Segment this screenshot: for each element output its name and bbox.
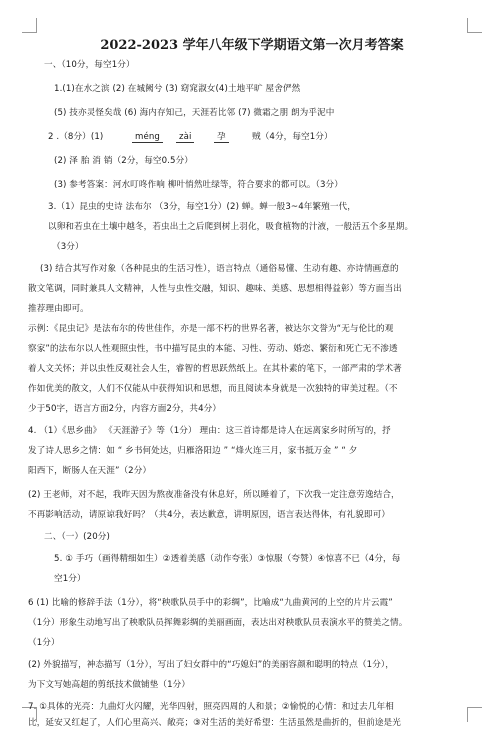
pinyin-answer-2 bbox=[176, 132, 194, 143]
pinyin-zai: zài bbox=[176, 132, 194, 143]
char-answer-3 bbox=[214, 132, 229, 143]
answer-3-3-line-1: (3) 结合其写作对象（各种昆虫的生活习性），语言特点（通俗易懂、生动有趣、亦诗情画意的 bbox=[40, 264, 399, 274]
answer-3-line-1: 3.（1）昆虫的史诗 法布尔 （3分，每空1分）(2) 蝉。蝉一般3~4年繁殖一代， bbox=[48, 202, 356, 212]
answer-3-line-2: 以卵和若虫在土壤中越冬，若虫出土之后爬到树上羽化，吸食植物的汁液，一般活五个多星期。 bbox=[48, 222, 414, 232]
crop-mark-bottom-right bbox=[467, 707, 482, 722]
answer-6-line-1: 6 (1) 比喻的修辞手法（1分），将“秧歌队员手中的彩绸”，比喻成“九曲黄河的上空的片片云霞” bbox=[28, 598, 393, 608]
crop-mark-top-right bbox=[467, 18, 482, 33]
answer-6-line-2: （1分）形象生动地写出了秧歌队员挥舞彩绸的美丽画面，表达出对秧歌队员表演水平的赞美之情。 bbox=[28, 618, 408, 628]
answer-4-line-1: 4. （1）《思乡曲》 《天涯游子》等（1分） 理由：这三首诗都是诗人在远离家乡时所写的，抒 bbox=[28, 426, 391, 436]
answer-4-2-line-1: (2) 王老师，对不起，我昨天因为熬夜准备没有休息好，所以睡着了，下次我一定注意劳逸结合， bbox=[28, 490, 400, 500]
answer-7-line-2: 比，延安又红起了，人们心里高兴、敞亮；③对生活的美好希望：生活虽然是曲折的，但前途是光 bbox=[28, 718, 401, 728]
answer-3-score: （3分） bbox=[52, 242, 84, 252]
example-line-2: 察家”的法布尔以人性观照虫性，书中描写昆虫的本能、习性、劳动、婚恋、繁衍和死亡无不渗透 bbox=[28, 344, 398, 354]
answer-4-line-2: 发了诗人思乡之情：如 “ 乡书何处达，归雁洛阳边 ” “烽火连三月，家书抵万金 ” “ 夕 bbox=[28, 446, 358, 456]
answer-1-line-2: (5) 技亦灵怪矣哉 (6) 海内存知己，天涯若比邻 (7) 微霜之朋 朗为乎泥中 bbox=[54, 108, 335, 118]
pinyin-answer-1 bbox=[132, 132, 163, 143]
answer-5-line-2: 空1分） bbox=[54, 574, 86, 584]
crop-mark-top-left bbox=[22, 18, 37, 33]
example-line-4: 作如优美的散文，人们不仅能从中获得知识和思想，而且阅读本身就是一次独特的审美过程。（不 bbox=[28, 384, 398, 394]
char-answer-4: 贼（4分，每空1分） bbox=[252, 132, 333, 142]
answer-2-line-2: (2) 泽 胎 消 销（2分，每空0.5分） bbox=[54, 156, 193, 166]
section-2-heading: 二、（一）(20分) bbox=[44, 532, 110, 542]
example-line-1: 示例：《昆虫记》是法布尔的传世佳作，亦是一部不朽的世界名著，被达尔文誉为“无与伦比的观 bbox=[28, 324, 394, 334]
answer-7-line-1: 7. ①具体的光亮：九曲灯火闪耀，光华四射，照亮四周的人和景；②愉悦的心情：和过去几年相 bbox=[28, 702, 394, 712]
answer-6-line-3: （1分） bbox=[28, 638, 60, 648]
answer-4-2-line-2: 不再影响活动，请原谅我好吗？（共4分，表达歉意，讲明原因，语言表达得体，有礼貌即可） bbox=[28, 510, 391, 520]
answer-3-3-line-3: 推荐理由即可。 bbox=[28, 304, 89, 314]
pinyin-meng: méng bbox=[132, 132, 163, 143]
answer-6-2-line-2: 为下文写她高超的剪纸技术做铺垫（1分） bbox=[28, 680, 191, 690]
answer-3-3-line-2: 散文笔调，同时兼具人文精神，人性与虫性交融，知识、趣味、美感、思想相得益彰）等方面当出 bbox=[28, 284, 402, 294]
answer-2-line-3: (3) 参考答案：河水叮咚作响 柳叶悄然吐绿等，符合要求的都可以。（3分） bbox=[54, 180, 343, 190]
answer-5-line-1: 5. ① 手巧（画得精细如生）②透着美感（动作夸张）③惊服（夸赞）④惊喜不已（4分，每 bbox=[54, 554, 401, 564]
answer-4-line-3: 阳西下，断肠人在天涯”（2分） bbox=[28, 466, 152, 476]
example-line-3: 着人文关怀；并以虫性反观社会人生，睿智的哲思跃然纸上。在其朴素的笔下，一部严肃的学术著 bbox=[28, 364, 402, 374]
section-1-heading: 一、（10分，每空1分） bbox=[44, 60, 135, 70]
answer-1-line-1: 1.(1)在水之滨 (2) 在城阙兮 (3) 窈窕淑女(4)土地平旷 屋舍俨然 bbox=[54, 84, 301, 94]
answer-6-2-line-1: (2) 外貌描写，神态描写（1分），写出了妇女群中的“巧媳妇”的美丽容颜和聪明的特点（1分）， bbox=[28, 660, 395, 670]
answer-2-prefix: 2 .（8分）(1) bbox=[48, 132, 104, 142]
document-title: 2022-2023 学年八年级下学期语文第一次月考答案 bbox=[100, 38, 404, 53]
example-line-5: 少于50字，语言方面2分，内容方面2分，共4分） bbox=[28, 404, 222, 414]
char-yun: 孕 bbox=[214, 132, 229, 143]
